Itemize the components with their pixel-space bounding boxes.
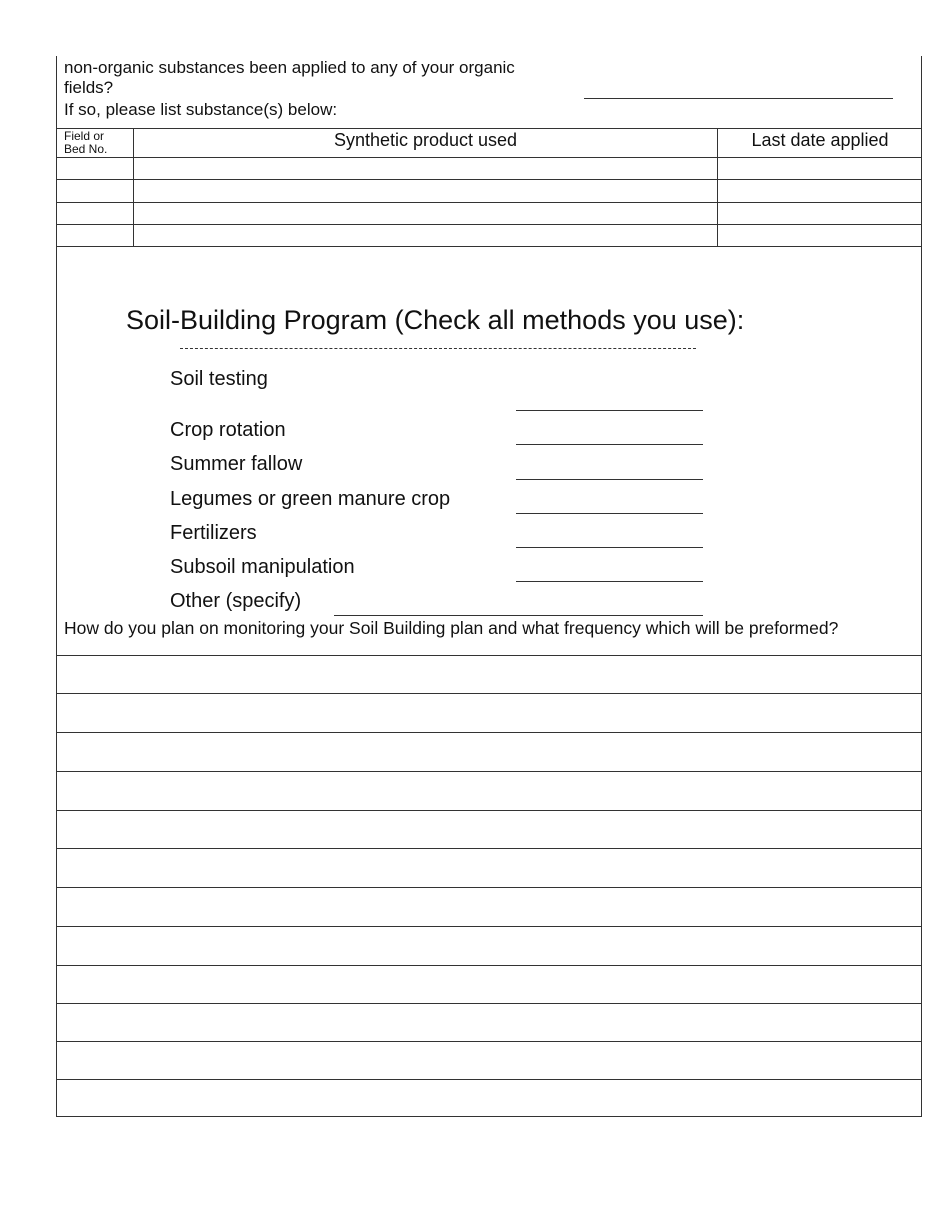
answer-line[interactable] — [56, 1041, 922, 1042]
table-cell-date[interactable] — [718, 225, 921, 246]
title-dotted-underline — [180, 348, 696, 349]
answer-line[interactable] — [56, 848, 922, 849]
question-line-1: non-organic substances been applied to any of your organic — [64, 58, 515, 77]
col-field-header-line2: Bed No. — [64, 142, 108, 156]
table-cell-date[interactable] — [718, 158, 921, 179]
table-cell-field[interactable] — [57, 180, 133, 202]
soil-testing-check-field[interactable] — [516, 410, 703, 411]
soil-program-title: Soil-Building Program (Check all methods you use): — [126, 305, 745, 335]
table-cell-field[interactable] — [57, 225, 133, 246]
answer-line[interactable] — [56, 693, 922, 694]
table-cell-product[interactable] — [134, 203, 717, 224]
answer-line[interactable] — [56, 655, 922, 656]
crop-rotation-check-field[interactable] — [516, 444, 703, 445]
answer-line[interactable] — [56, 810, 922, 811]
col-field-header-line1: Field or — [64, 129, 105, 143]
method-subsoil: Subsoil manipulation — [170, 556, 355, 578]
table-cell-field[interactable] — [57, 158, 133, 179]
table-cell-field[interactable] — [57, 203, 133, 224]
answer-line[interactable] — [56, 1003, 922, 1004]
answer-line[interactable] — [56, 732, 922, 733]
monitoring-question: How do you plan on monitoring your Soil Building plan and what frequency which will be preformed? — [64, 618, 839, 638]
table-cell-product[interactable] — [134, 225, 717, 246]
col-product-header: Synthetic product used — [333, 130, 518, 150]
table-cell-date[interactable] — [718, 180, 921, 202]
legumes-check-field[interactable] — [516, 513, 703, 514]
yes-no-answer-field[interactable] — [584, 98, 893, 99]
method-legumes: Legumes or green manure crop — [170, 488, 451, 510]
other-specify-field[interactable] — [334, 615, 703, 616]
answer-line[interactable] — [56, 1079, 922, 1080]
question-line-3: If so, please list substance(s) below: — [64, 100, 338, 119]
answer-line[interactable] — [56, 965, 922, 966]
method-summer-fallow: Summer fallow — [170, 453, 303, 475]
answer-line[interactable] — [56, 926, 922, 927]
method-crop-rotation: Crop rotation — [170, 419, 286, 441]
table-top-border — [56, 128, 922, 129]
answer-line[interactable] — [56, 887, 922, 888]
question-line-2: fields? — [64, 78, 114, 97]
method-soil-testing: Soil testing — [170, 368, 268, 390]
table-bottom-border — [56, 246, 922, 247]
method-other: Other (specify) — [170, 590, 302, 612]
table-cell-product[interactable] — [134, 180, 717, 202]
fertilizers-check-field[interactable] — [516, 547, 703, 548]
answer-line[interactable] — [56, 771, 922, 772]
subsoil-check-field[interactable] — [516, 581, 703, 582]
col-date-header: Last date applied — [751, 130, 889, 150]
summer-fallow-check-field[interactable] — [516, 479, 703, 480]
method-fertilizers: Fertilizers — [170, 522, 257, 544]
table-cell-product[interactable] — [134, 158, 717, 179]
table-cell-date[interactable] — [718, 203, 921, 224]
